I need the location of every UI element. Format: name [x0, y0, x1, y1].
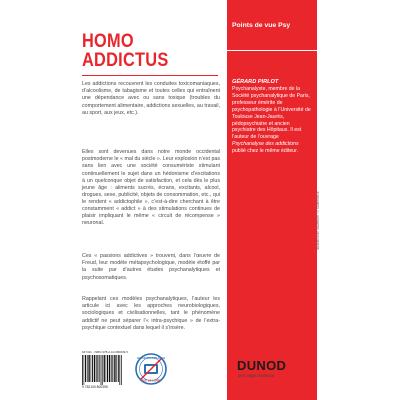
author-sidebar [227, 0, 317, 400]
author-name: GÉRARD PIRLOT [232, 79, 279, 85]
summary-paragraph-2: Elles sont devenues dans notre monde occidental postmoderne le « mal du siècle ». Leur explosion n’est pas sans lien avec une société consumériste stimulant continuellement le sujet dans un hédonisme d’excitations à un quelconque objet de satisfaction, et cela dès le plus jeune âge : aliments sucrés, écrans, excitants, alcool, drogues, sexe, publicité, objets de consommation, etc., qui le rendent « addictophile », c’est-à-dire cherchant à être constamment « addict » à des stimulations continues de plaisir impliquant le même « circuit de récompense » neuronal. [82, 149, 220, 227]
book-title [82, 32, 220, 70]
summary-paragraph-4: Rappelant ces modèles psychanalytiques, l’auteur les articule ici avec les approches neurobiologiques, sociologiques et civilisationnelles, tant le phénomène addictif ne peut séparer l’« intra-psychique » de l’extra-psychique contextuel dans lequel il s’insère. [82, 296, 220, 331]
title-line-2: ADDICTUS [82, 50, 169, 71]
summary-paragraph-1: Les addictions recouvrent les conduites toxicomaniaques, d’alcoolisme, de tabagisme et toutes celles qui entraînent une dépendance avec ou sans toxique (troubles du comportement alimentaire, addictions sexuelles, au travail, au sport, aux jeux, etc.). [82, 81, 220, 116]
title-divider [82, 75, 218, 76]
bio-text-end: publié chez le même éditeur. [232, 148, 299, 155]
isbn-line: 647411 · ISBN 978-2-10-080039-5 [82, 350, 128, 354]
publisher-logo: DUNOD [237, 358, 287, 373]
barcode-digits: 9 782100 800395 [82, 385, 108, 389]
bio-text: Psychanalyste, membre de la Société psychanalytique de Paris, professeur émérite de psychopathologie à l’Université de Toulouse Jean-Jaurès, pédopsychiatre et ancien psychiatre des Hôpitaux. Il est l’auteur de l’ouvrage [232, 86, 311, 141]
series-divider [227, 50, 317, 51]
summary-paragraph-3: Ces « passions addictives » trouvent, dans l’œuvre de Freud, leur modèle métapsychologique, modèle étoffé par la suite par d’autres études psychanalytiques et psychosomatiques. [82, 253, 220, 281]
author-bio [232, 86, 312, 155]
publisher-tagline: une page d’avance [238, 373, 275, 378]
title-line-1: HOMO [82, 31, 134, 52]
photocopy-warning-badge-icon [135, 353, 167, 385]
badge-bottom-text: TUE LE LIVRE [141, 378, 161, 383]
series-label: Points de vue Psy [232, 22, 291, 29]
cover-photo-credit: Illustration de couverture : © Shutterstock [316, 191, 320, 250]
bio-book-title: Psychanalyse des addictions [232, 141, 299, 148]
badge-top-text: LE PHOTOCOPILLAGE [136, 357, 166, 361]
barcode-icon [82, 355, 122, 385]
